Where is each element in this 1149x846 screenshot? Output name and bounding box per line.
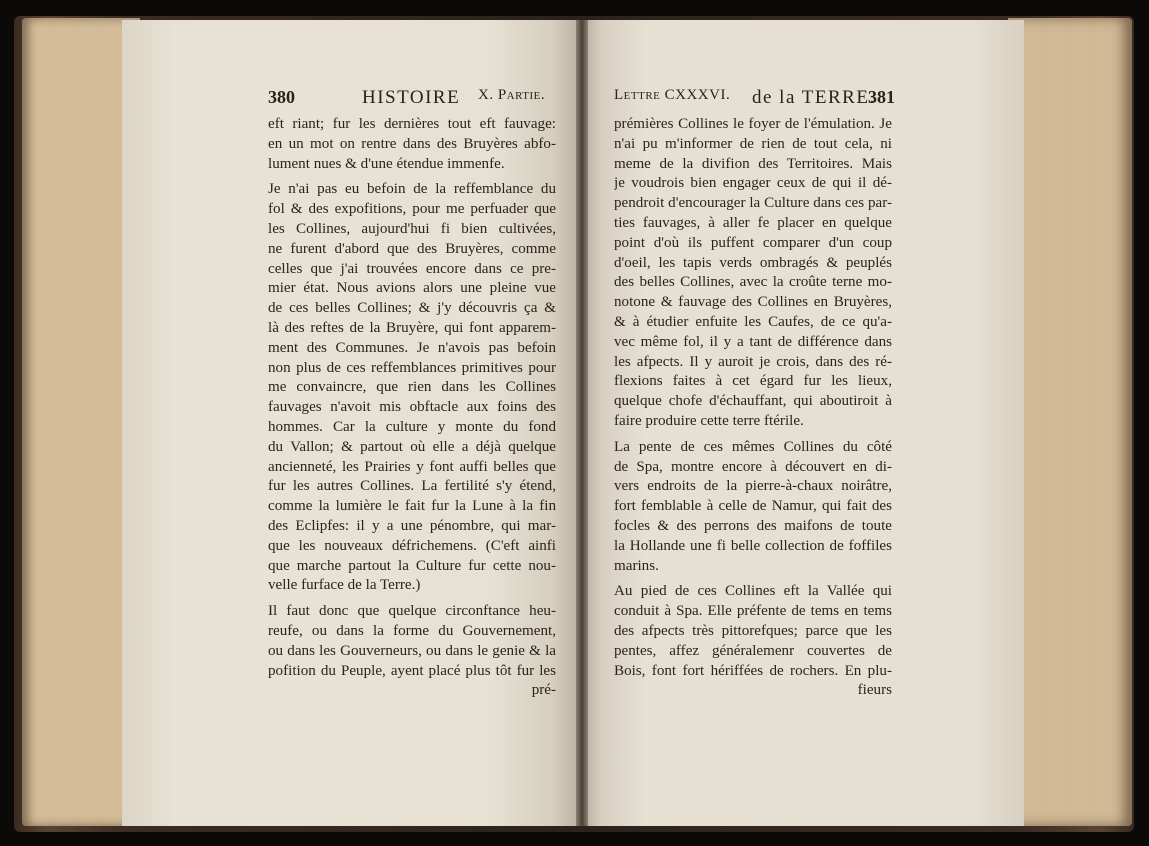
- right-header-part: Lettre CXXXVI.: [614, 87, 731, 103]
- text-line: ancienneté, les Prairies y font auffi belles que: [268, 458, 556, 475]
- text-line: de ces belles Collines; & j'y découvris ça &: [268, 300, 556, 317]
- text-line: du Vallon; & partout où elle a déjà quelque: [268, 438, 556, 455]
- text-line: ment des Communes. Je n'avois pas befoin: [268, 339, 556, 356]
- left-page-text: [268, 115, 556, 701]
- text-line: reufe, ou dans la forme du Gouvernement,: [268, 622, 556, 639]
- text-line: lument nues & d'une étendue immenfe.: [268, 155, 505, 172]
- text-line: Je n'ai pas eu befoin de la reffemblance du: [268, 181, 556, 198]
- text-line: fieurs: [857, 682, 892, 699]
- text-line: celles que j'ai trouvées encore dans ce pre-: [268, 260, 556, 277]
- text-line: me convaincre, que rien dans les Collines: [268, 379, 556, 396]
- right-page-edges: [1008, 18, 1132, 826]
- text-line: que marche partout la Culture fur cette nou-: [268, 557, 556, 574]
- text-line: de Spa, montre encore à découvert en di-: [614, 458, 892, 475]
- text-line: non plus de ces reffemblances primitives pour: [268, 359, 556, 376]
- text-line: des belles Collines, avec la croûte terne mo-: [614, 274, 892, 291]
- text-line: ties fauvages, à aller fe placer en quelque: [614, 214, 892, 231]
- text-line: vers endroits de la pierre-à-chaux noirâtre,: [614, 478, 892, 495]
- left-page-number: 380: [268, 87, 295, 107]
- text-line: Au pied de ces Collines eft la Vallée qui: [614, 583, 892, 600]
- text-line: Il faut donc que quelque circonftance heu-: [268, 603, 556, 620]
- text-line: flexions faites à cet égard fur les lieux,: [614, 373, 892, 390]
- text-line: faire produire cette terre ftérile.: [614, 412, 804, 429]
- text-line: pendroit d'encourager la Culture dans ces par-: [614, 195, 892, 212]
- left-header-title: HISTOIRE: [362, 87, 461, 108]
- right-running-head: [614, 87, 896, 109]
- text-line: fauvages n'avoit mis obftacle aux foins des: [268, 399, 556, 416]
- text-line: fur les autres Collines. La fertilité s'y étend,: [268, 478, 556, 495]
- text-line: marins.: [614, 557, 659, 574]
- text-line: point d'où ils puffent comparer d'un coup: [614, 234, 892, 251]
- text-line: ne furent d'abord que des Bruyères, comme: [268, 240, 556, 257]
- text-line: fort femblable à celle de Namur, qui fait des: [614, 498, 892, 515]
- text-line: je voudrois bien engager ceux de qui il dé-: [614, 175, 892, 192]
- text-line: d'oeil, les tapis verds ombragés & peuplés: [614, 254, 892, 271]
- text-line: fol & des expofitions, pour me perfuader que: [268, 201, 556, 218]
- text-line: prémières Collines le foyer de l'émulation. Je: [614, 116, 892, 132]
- text-line: en un mot on rentre dans des Bruyères abfo-: [268, 135, 556, 152]
- text-line: que les nouveaux défrichemens. (C'eft ainfi: [268, 537, 556, 554]
- text-line: n'ai pu m'informer de rien de tout cela, ni: [614, 135, 892, 152]
- text-line: des afpects très pittorefques; parce que les: [614, 622, 892, 639]
- text-line: La pente de ces mêmes Collines du côté: [614, 438, 892, 455]
- text-line: focles & des perrons des maifons de toute: [614, 517, 892, 534]
- text-line: conduit à Spa. Elle préfente de tems en tems: [614, 603, 892, 620]
- text-line: les Collines, aujourd'hui fi bien cultivées,: [268, 220, 556, 237]
- text-line: ou dans les Gouverneurs, ou dans le genie & la: [268, 642, 556, 659]
- text-line: pré-: [531, 682, 556, 699]
- right-page-text: [614, 115, 892, 701]
- book-gutter: [576, 20, 588, 826]
- text-line: mier état. Nous avions alors une pleine vue: [268, 280, 556, 297]
- text-line: pofition du Peuple, ayent placé plus tôt fur les: [268, 662, 556, 679]
- text-line: notone & fauvage des Collines en Bruyères,: [614, 294, 892, 311]
- text-line: pentes, affez généralemenr couvertes de: [614, 642, 892, 659]
- text-line: des Eclipfes: il y a une pénombre, qui mar-: [268, 517, 556, 534]
- right-header-title: de la TERRE.: [752, 87, 876, 108]
- left-header-part: X. Partie.: [478, 87, 546, 103]
- text-line: quelque chofe d'échauffant, qui aboutiroit à: [614, 393, 892, 410]
- text-line: velle furface de la Terre.): [268, 577, 421, 594]
- left-running-head: [268, 87, 558, 109]
- text-line: là des reftes de la Bruyère, qui font apparem-: [268, 319, 556, 336]
- text-line: eft riant; fur les dernières tout eft fauvage:: [268, 116, 556, 132]
- text-line: meme de la divifion des Territoires. Mais: [614, 155, 892, 172]
- text-line: vec même fol, il y a tant de différence dans: [614, 333, 892, 350]
- text-line: la Hollande une fi belle collection de foffiles: [614, 537, 892, 554]
- text-line: hommes. Car la culture y monte du fond: [268, 418, 556, 435]
- right-page-number: 381: [868, 87, 895, 107]
- text-line: & à étudier enfuite les Caufes, de ce qu'a-: [614, 313, 892, 330]
- text-line: comme la lumière le fait fur la Lune à la fin: [268, 498, 556, 515]
- text-line: Bois, font fort hériffées de rochers. En plu-: [614, 662, 892, 679]
- text-line: les afpects. Il y auroit je crois, dans des ré-: [614, 353, 892, 370]
